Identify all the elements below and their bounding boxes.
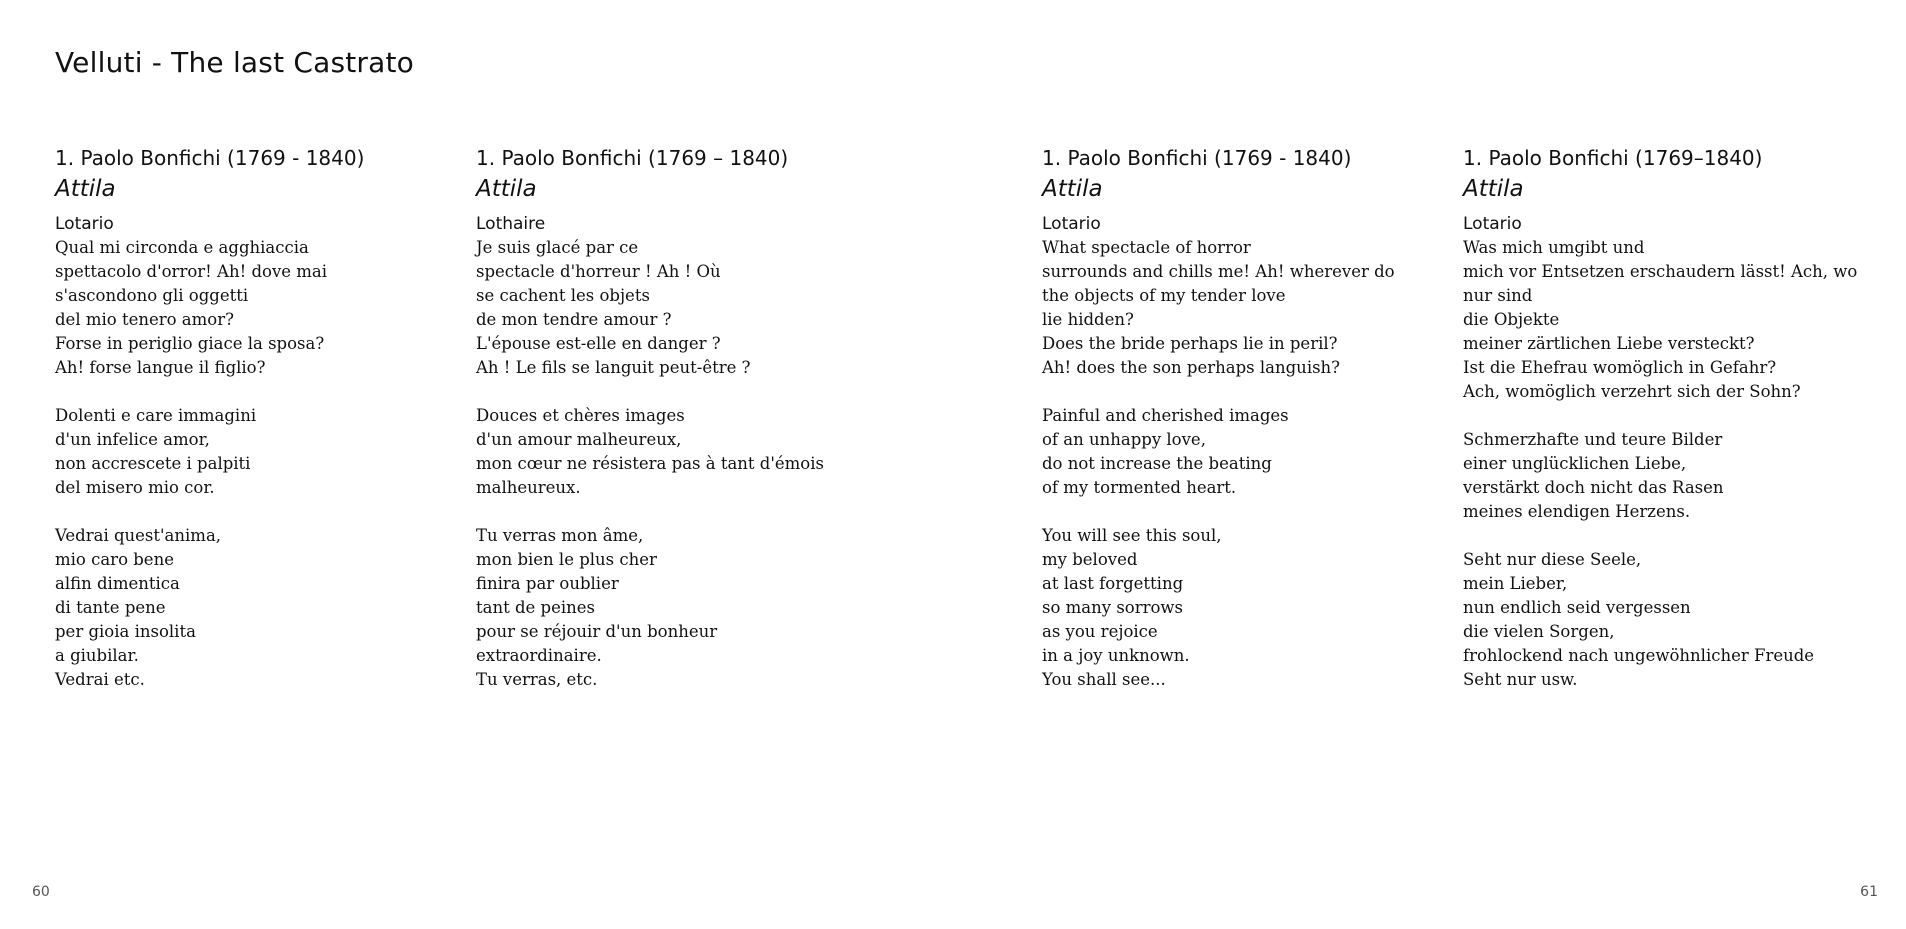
stanza xyxy=(55,236,455,380)
verse-line: finira par oublier xyxy=(476,574,619,593)
stanza xyxy=(55,404,455,500)
verse-line: malheureux. xyxy=(476,478,581,497)
verse-line: spettacolo d'orror! Ah! dove mai xyxy=(55,262,328,281)
stanza xyxy=(476,236,896,380)
verse-line: Seht nur diese Seele, xyxy=(1463,550,1642,569)
verse-line: Ah! does the son perhaps languish? xyxy=(1042,358,1341,377)
verse-line: tant de peines xyxy=(476,598,596,617)
verse-line: frohlockend nach ungewöhnlicher Freude xyxy=(1463,646,1815,665)
verse-line: a giubilar. xyxy=(55,646,139,665)
libretto-column-german xyxy=(1463,143,1893,716)
composer-heading: 1. Paolo Bonfichi (1769 - 1840) xyxy=(1042,146,1352,170)
verse-line: Painful and cherished images xyxy=(1042,406,1289,425)
verse-line: einer unglücklichen Liebe, xyxy=(1463,454,1687,473)
verse-line: L'épouse est-elle en danger ? xyxy=(476,334,721,353)
verse-line: per gioia insolita xyxy=(55,622,196,641)
verse-line: del misero mio cor. xyxy=(55,478,215,497)
verse-line: Qual mi circonda e agghiaccia xyxy=(55,238,309,257)
verse-line: non accrescete i palpiti xyxy=(55,454,251,473)
verse-line: Ach, womöglich verzehrt sich der Sohn? xyxy=(1463,382,1801,401)
stanza xyxy=(476,404,896,500)
verse-line: Ist die Ehefrau womöglich in Gefahr? xyxy=(1463,358,1777,377)
libretto-column-french xyxy=(476,143,896,716)
composer-heading: 1. Paolo Bonfichi (1769 – 1840) xyxy=(476,146,789,170)
role-name: Lotario xyxy=(1042,214,1101,234)
verse-line: Vedrai etc. xyxy=(55,670,145,689)
verse-line: extraordinaire. xyxy=(476,646,602,665)
stanza xyxy=(1042,236,1442,380)
verse-line: You shall see... xyxy=(1042,670,1166,689)
verse-line: di tante pene xyxy=(55,598,166,617)
work-title: Attila xyxy=(476,176,537,202)
verse-line: at last forgetting xyxy=(1042,574,1184,593)
libretto-column-english xyxy=(1042,143,1442,716)
verse-line: spectacle d'horreur ! Ah ! Où xyxy=(476,262,721,281)
verse-line: so many sorrows xyxy=(1042,598,1184,617)
verse-line: meiner zärtlichen Liebe versteckt? xyxy=(1463,334,1755,353)
verse-line: Je suis glacé par ce xyxy=(476,238,639,257)
verse-line: mon cœur ne résistera pas à tant d'émois xyxy=(476,454,824,473)
verse-line: mich vor Entsetzen erschaudern lässt! Ach, wo xyxy=(1463,262,1858,281)
verse-line: Douces et chères images xyxy=(476,406,685,425)
verse-line: d'un amour malheureux, xyxy=(476,430,682,449)
page-number-right: 61 xyxy=(1860,884,1878,900)
verse-line: in a joy unknown. xyxy=(1042,646,1190,665)
stanza xyxy=(476,524,896,692)
verse-line: Dolenti e care immagini xyxy=(55,406,257,425)
verse-line: mon bien le plus cher xyxy=(476,550,657,569)
verse-line: pour se réjouir d'un bonheur xyxy=(476,622,718,641)
verse-line: as you rejoice xyxy=(1042,622,1158,641)
verse-line: of an unhappy love, xyxy=(1042,430,1206,449)
verse-line: Was mich umgibt und xyxy=(1463,238,1645,257)
verse-line: meines elendigen Herzens. xyxy=(1463,502,1691,521)
work-title: Attila xyxy=(1463,176,1524,202)
verse-line: mein Lieber, xyxy=(1463,574,1568,593)
verse-line: verstärkt doch nicht das Rasen xyxy=(1463,478,1724,497)
verse-line: Does the bride perhaps lie in peril? xyxy=(1042,334,1338,353)
verse-line: Forse in periglio giace la sposa? xyxy=(55,334,325,353)
verse-line: You will see this soul, xyxy=(1042,526,1222,545)
verse-line: Seht nur usw. xyxy=(1463,670,1578,689)
verse-line: Ah ! Le fils se languit peut-être ? xyxy=(476,358,751,377)
verse-line: surrounds and chills me! Ah! wherever do xyxy=(1042,262,1395,281)
libretto-column-italian xyxy=(55,143,455,716)
verse-line: lie hidden? xyxy=(1042,310,1134,329)
verse-line: se cachent les objets xyxy=(476,286,650,305)
stanza xyxy=(1463,548,1893,692)
page-title: Velluti - The last Castrato xyxy=(55,46,415,79)
verse-line: Tu verras mon âme, xyxy=(476,526,644,545)
role-name: Lotario xyxy=(55,214,114,234)
role-name: Lothaire xyxy=(476,214,546,234)
verse-line: Tu verras, etc. xyxy=(476,670,598,689)
stanza xyxy=(1463,428,1893,524)
verse-line: the objects of my tender love xyxy=(1042,286,1286,305)
verse-line: alfin dimentica xyxy=(55,574,180,593)
verse-line: d'un infelice amor, xyxy=(55,430,210,449)
work-title: Attila xyxy=(1042,176,1103,202)
verse-line: s'ascondono gli oggetti xyxy=(55,286,249,305)
verse-line: nur sind xyxy=(1463,286,1533,305)
composer-heading: 1. Paolo Bonfichi (1769–1840) xyxy=(1463,146,1763,170)
verse-line: die vielen Sorgen, xyxy=(1463,622,1615,641)
verse-line: Schmerzhafte und teure Bilder xyxy=(1463,430,1723,449)
verse-line: nun endlich seid vergessen xyxy=(1463,598,1691,617)
verse-line: de mon tendre amour ? xyxy=(476,310,672,329)
role-name: Lotario xyxy=(1463,214,1522,234)
verse-line: die Objekte xyxy=(1463,310,1560,329)
verse-line: Ah! forse langue il figlio? xyxy=(55,358,266,377)
stanza xyxy=(1463,236,1893,404)
stanza xyxy=(1042,404,1442,500)
verse-line: of my tormented heart. xyxy=(1042,478,1237,497)
composer-heading: 1. Paolo Bonfichi (1769 - 1840) xyxy=(55,146,365,170)
work-title: Attila xyxy=(55,176,116,202)
verse-line: mio caro bene xyxy=(55,550,174,569)
verse-line: del mio tenero amor? xyxy=(55,310,234,329)
verse-line: Vedrai quest'anima, xyxy=(55,526,222,545)
stanza xyxy=(55,524,455,692)
stanza xyxy=(1042,524,1442,692)
verse-line: do not increase the beating xyxy=(1042,454,1272,473)
page-number-left: 60 xyxy=(32,884,50,900)
verse-line: What spectacle of horror xyxy=(1042,238,1251,257)
verse-line: my beloved xyxy=(1042,550,1138,569)
